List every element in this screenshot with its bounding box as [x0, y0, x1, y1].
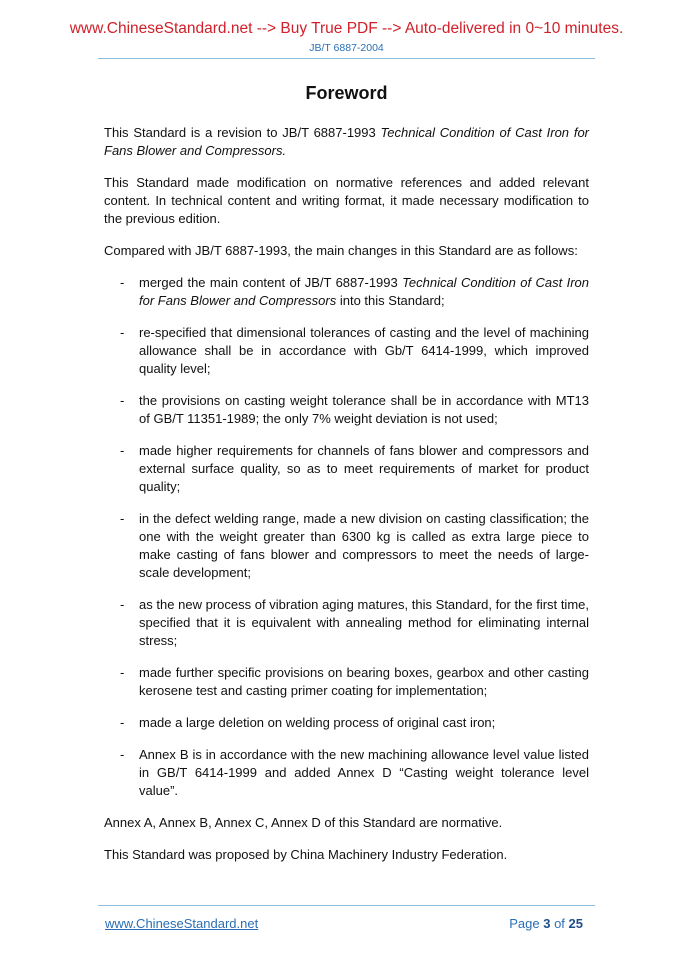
- list-item: [104, 510, 589, 582]
- text: made further specific provisions on bearing boxes, gearbox and other casting kerosene test and casting primer coating for implementation;: [139, 665, 589, 698]
- current-page: 3: [543, 916, 551, 931]
- list-item: [104, 274, 589, 310]
- text: the provisions on casting weight tolerance shall be in accordance with MT13 of GB/T 11351-1989; the only 7% weight deviation is not used;: [139, 393, 589, 426]
- text: This Standard is a revision to JB/T 6887-1993: [104, 125, 381, 140]
- text: in the defect welding range, made a new division on casting classification; the one with the weight greater than 6300 kg is called as extra large piece to make casting of fans blower and compressors to meet the needs of large-scale development;: [139, 511, 589, 580]
- text: Annex B is in accordance with the new machining allowance level value listed in GB/T 6414-1999 and added Annex D “Casting weight tolerance level value”.: [139, 747, 589, 798]
- dash-bullet: -: [120, 393, 125, 408]
- dash-bullet: -: [120, 715, 125, 730]
- list-item: [104, 714, 589, 732]
- dash-bullet: -: [120, 443, 125, 458]
- dash-bullet: -: [120, 511, 125, 526]
- list-item: [104, 596, 589, 650]
- dash-bullet: -: [120, 597, 125, 612]
- paragraph: [104, 124, 589, 160]
- list-item: [104, 442, 589, 496]
- header-divider: [98, 58, 595, 59]
- changes-list: [104, 274, 589, 800]
- text: into this Standard;: [336, 293, 445, 308]
- page-number: [509, 916, 583, 931]
- italic-title: Technical Condition of Cast Iron for Fans Blower and Compressors: [139, 275, 589, 308]
- dash-bullet: -: [120, 275, 125, 290]
- body-content: [104, 124, 589, 878]
- text: as the new process of vibration aging matures, this Standard, for the first time, specified that it is equivalent with annealing method for eliminating internal stress;: [139, 597, 589, 648]
- italic-title: Technical Condition of Cast Iron for Fans Blower and Compressors.: [104, 125, 589, 158]
- page-of-label: of: [550, 916, 569, 931]
- list-item: [104, 664, 589, 700]
- list-item: [104, 746, 589, 800]
- paragraph: This Standard was proposed by China Machinery Industry Federation.: [104, 847, 508, 862]
- promo-banner[interactable]: www.ChineseStandard.net --> Buy True PDF --> Auto-delivered in 0~10 minutes.: [69, 20, 624, 37]
- dash-bullet: -: [120, 747, 125, 762]
- list-item: [104, 392, 589, 428]
- text: made a large deletion on welding process of original cast iron;: [139, 715, 496, 730]
- list-item: [104, 324, 589, 378]
- page-label: Page: [509, 916, 544, 931]
- text: made higher requirements for channels of fans blower and compressors and external surface quality, so as to meet requirements of market for product quality;: [139, 443, 589, 494]
- paragraph: This Standard made modification on normative references and added relevant content. In technical content and writing format, it made necessary modification to the previous edition.: [104, 175, 589, 226]
- paragraph: Annex A, Annex B, Annex C, Annex D of this Standard are normative.: [104, 815, 503, 830]
- footer-divider: [98, 905, 595, 906]
- text: re-specified that dimensional tolerances of casting and the level of machining allowance shall be in accordance with Gb/T 6414-1999, which improved quality level;: [139, 325, 589, 376]
- total-pages: 25: [568, 916, 583, 931]
- document-id: JB/T 6887-2004: [309, 42, 384, 54]
- text: merged the main content of JB/T 6887-1993: [139, 275, 403, 290]
- dash-bullet: -: [120, 325, 125, 340]
- paragraph: Compared with JB/T 6887-1993, the main changes in this Standard are as follows:: [104, 243, 578, 258]
- footer-website-link[interactable]: www.ChineseStandard.net: [105, 916, 259, 931]
- page-title: Foreword: [305, 83, 388, 103]
- dash-bullet: -: [120, 665, 125, 680]
